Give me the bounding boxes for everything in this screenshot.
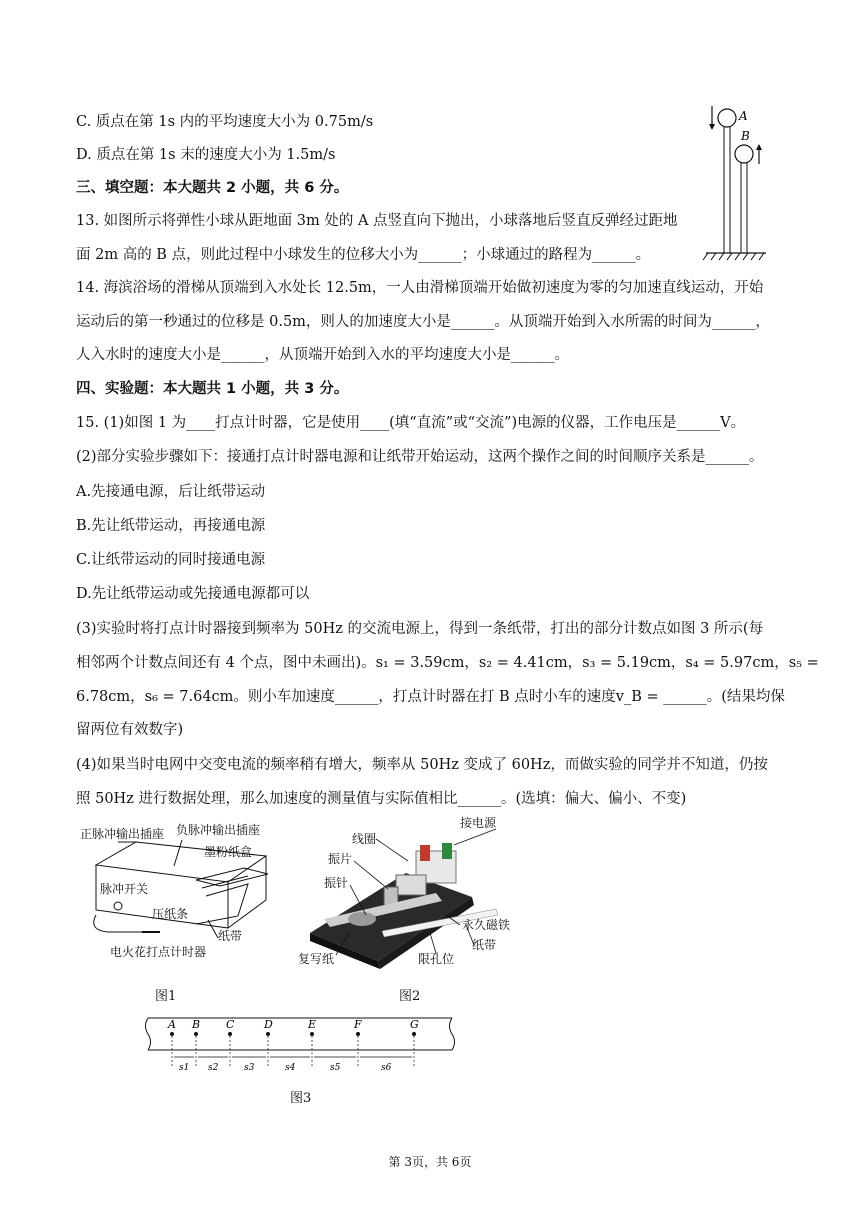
q15-part-3-line-3: 6.78cm，s₆ = 7.64cm。则小车加速度______，打点计时器在打 B 点时小车的速度v_B = ______。(结果均保	[76, 689, 785, 705]
segment-label-s6: s6	[381, 1063, 392, 1073]
segment-label-s2: s2	[208, 1063, 219, 1073]
tape-point-d	[266, 1032, 270, 1036]
label-needle: 振针	[324, 876, 349, 890]
tape-point-label-b: B	[192, 1018, 201, 1031]
figure-2-electromagnetic-timer	[296, 815, 526, 975]
option-c: C. 质点在第 1s 内的平均速度大小为 0.75m/s	[76, 114, 374, 130]
q14-line-2: 运动后的第一秒通过的位移是 0.5m，则人的加速度大小是______。从顶端开始到入水所需的时间为______，	[76, 314, 770, 330]
label-magnet: 永久磁铁	[462, 918, 511, 932]
label-device-name: 电火花打点计时器	[110, 945, 207, 959]
tape-point-label-c: C	[226, 1018, 235, 1031]
label-negative-socket: 负脉冲输出插座	[176, 823, 261, 837]
figure-3-paper-tape	[140, 1010, 460, 1080]
label-pulse-switch: 脉冲开关	[100, 882, 149, 896]
segment-label-s1: s1	[179, 1063, 190, 1073]
tape-point-a	[170, 1032, 174, 1036]
q14-line-3: 人入水时的速度大小是______，从顶端开始到入水的平均速度大小是______。	[76, 347, 569, 363]
tape-point-f	[356, 1032, 360, 1036]
tape-point-label-f: F	[354, 1018, 362, 1031]
tape-point-label-d: D	[264, 1018, 273, 1031]
label-positive-socket: 正脉冲输出插座	[80, 827, 165, 841]
label-tape: 纸带	[472, 938, 497, 952]
label-reed: 振片	[328, 852, 353, 866]
option-d-2: D.先让纸带运动或先接通电源都可以	[76, 586, 310, 602]
option-b: B.先让纸带运动，再接通电源	[76, 518, 266, 534]
label-carbon-paper: 复写纸	[298, 952, 335, 966]
q13-line-2: 面 2m 高的 B 点，则此过程中小球发生的位移大小为______；小球通过的路程为______。	[76, 247, 651, 263]
q15-part-2: (2)部分实验步骤如下：接通打点计时器电源和让纸带开始运动，这两个操作之间的时间顺序关系是______。	[76, 449, 764, 465]
q15-part-1: 15. (1)如图 1 为____打点计时器，它是使用____(填“直流”或“交流”)电源的仪器，工作电压是______V。	[76, 415, 746, 431]
q15-part-3-line-4: 留两位有效数字)	[76, 722, 184, 738]
tape-point-label-a: A	[168, 1018, 176, 1031]
q15-part-3-line-2: 相邻两个计数点间还有 4 个点，图中未画出)。s₁ = 3.59cm，s₂ = 4.41cm，s₃ = 5.19cm，s₄ = 5.97cm，s₅ =	[76, 655, 819, 671]
figure-2-caption: 图2	[399, 989, 421, 1004]
q14-line-1: 14. 海滨浴场的滑梯从顶端到入水处长 12.5m，一人由滑梯顶端开始做初速度为零的匀加速直线运动，开始	[76, 280, 764, 296]
section-4-header: 四、实验题：本大题共 1 小题，共 3 分。	[76, 381, 349, 397]
option-a: A.先接通电源，后让纸带运动	[76, 484, 266, 500]
segment-label-s3: s3	[244, 1063, 255, 1073]
tape-point-b	[194, 1032, 198, 1036]
label-power: 接电源	[460, 816, 497, 830]
figure-1-spark-timer	[78, 820, 298, 970]
label-paper-tape: 纸带	[218, 929, 243, 943]
label-limit-hole: 限孔位	[418, 952, 455, 966]
label-coil: 线圈	[352, 832, 377, 846]
q15-part-4-line-1: (4)如果当时电网中交变电流的频率稍有增大，频率从 50Hz 变成了 60Hz，而做实验的同学并不知道，仍按	[76, 757, 768, 773]
label-b: B	[741, 129, 750, 143]
figure-1-caption: 图1	[155, 989, 177, 1004]
tape-point-label-g: G	[410, 1018, 419, 1031]
tape-point-label-e: E	[308, 1018, 317, 1031]
q15-part-3-line-1: (3)实验时将打点计时器接到频率为 50Hz 的交流电源上，得到一条纸带，打出的部分计数点如图 3 所示(每	[76, 621, 764, 637]
label-a: A	[739, 109, 748, 123]
ball-bounce-figure	[700, 98, 772, 266]
label-ink-box: 墨粉纸盒	[204, 845, 253, 859]
figure-3-caption: 图3	[290, 1091, 312, 1106]
segment-label-s5: s5	[330, 1063, 341, 1073]
option-d: D. 质点在第 1s 末的速度大小为 1.5m/s	[76, 147, 336, 163]
option-c-2: C.让纸带运动的同时接通电源	[76, 552, 266, 568]
tape-point-c	[228, 1032, 232, 1036]
section-3-header: 三、填空题：本大题共 2 小题，共 6 分。	[76, 180, 349, 196]
tape-point-e	[310, 1032, 314, 1036]
page-footer: 第 3页，共 6页	[388, 1155, 472, 1169]
segment-label-s4: s4	[285, 1063, 296, 1073]
q13-line-1: 13. 如图所示将弹性小球从距地面 3m 处的 A 点竖直向下抛出，小球落地后竖直反弹经过距地	[76, 213, 678, 229]
label-press-strip: 压纸条	[152, 907, 189, 921]
q15-part-4-line-2: 照 50Hz 进行数据处理，那么加速度的测量值与实际值相比______。(选填：偏大、偏小、不变)	[76, 791, 687, 807]
tape-point-g	[412, 1032, 416, 1036]
